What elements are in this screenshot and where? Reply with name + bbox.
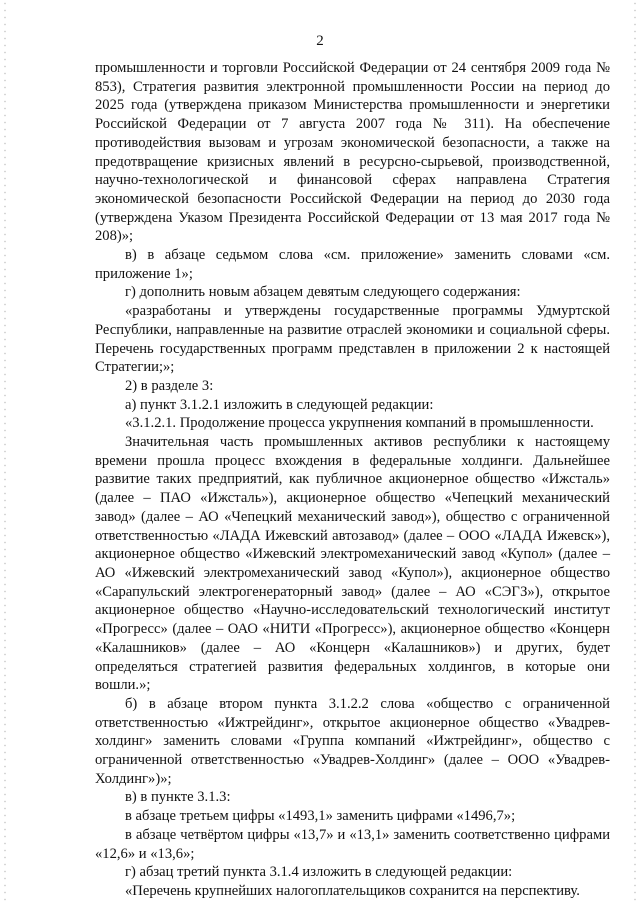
paragraph: в) в абзаце седьмом слова «см. приложение» заменить словами «см. приложение 1»; — [95, 247, 610, 282]
paragraph: «Перечень крупнейших налогоплательщиков сохранится на перспективу. — [125, 882, 580, 899]
paragraph: г) дополнить новым абзацем девятым следующего содержания: — [125, 284, 521, 301]
scan-edge-left — [4, 0, 6, 905]
scan-edge-right — [634, 0, 636, 905]
paragraph: Значительная часть промышленных активов республики к настоящему времени прошла процесс вхождения в федеральные холдинги. Дальнейшее развитие таких предприятий, как публичное акционерное общество «Ижсталь» (далее – ПАО «Ижсталь»), акционерное общество «Чепецкий механический завод» (далее – АО «Чепецкий механический завод»), общество с ограниченной ответственностью «ЛАДА Ижевский автозавод» (далее – ООО «ЛАДА Ижевск»), акционерное общество «Ижевский электромеханический завод «Купол» (далее – АО «Ижевский электромеханический завод «Купол»), акционерное общество «Сарапульский электрогенераторный завод» (далее – АО «СЭГЗ»), открытое акционерное общество «Научно-исследовательский технологический институт «Прогресс» (далее – ОАО «НИТИ «Прогресс»), акционерное общество «Концерн «Калашников» (далее – АО «Концерн «Калашников») и других, будет определяться стратегией развития федеральных холдингов, в которые они вошли.»; — [95, 434, 610, 694]
paragraph: б) в абзаце втором пункта 3.1.2.2 слова «общество с ограниченной ответственностью «Ижтрейдинг», открытое акционерное общество «Увадрев-холдинг» заменить словами «Группа компаний «Ижтрейдинг», общество с ограниченной ответственностью «Увадрев-Холдинг» (далее – ООО «Увадрев-Холдинг»)»; — [95, 695, 610, 787]
paragraph: г) абзац третий пункта 3.1.4 изложить в следующей редакции: — [125, 864, 513, 881]
paragraph: «разработаны и утверждены государственные программы Удмуртской Республики, направленные на развитие отраслей экономики и социальной сферы. Перечень государственных программ представлен в приложении 2 к настоящей Стратегии;»; — [95, 303, 610, 376]
page-number: 2 — [316, 33, 324, 49]
paragraph: «3.1.2.1. Продолжение процесса укрупнения компаний в промышленности. — [125, 415, 594, 432]
paragraph: в) в пункте 3.1.3: — [125, 789, 231, 806]
document-body — [95, 59, 610, 901]
paragraph: в абзаце четвёртом цифры «13,7» и «13,1» заменить соответственно цифрами «12,6» и «13,6»; — [95, 826, 610, 862]
paragraph: промышленности и торговли Российской Федерации от 24 сентября 2009 года № 853), Стратегия развития электронной промышленности России на период до 2025 года (утверждена приказом Министерства промышленности и энергетики Российской Федерации от 7 августа 2007 года № 311). На обеспечение противодействия вызовам и угрозам экономической безопасности, а также на предотвращение кризисных явлений в ресурсно-сырьевой, производственной, научно-технологической и финансовой сферах направлена Стратегия экономической безопасности Российской Федерации на период до 2030 года (утверждена Указом Президента Российской Федерации от 13 мая 2017 года № 208)»; — [95, 60, 610, 245]
paragraph: 2) в разделе 3: — [125, 377, 214, 394]
paragraph: в абзаце третьем цифры «1493,1» заменить цифрами «1496,7»; — [125, 808, 516, 825]
paragraph: а) пункт 3.1.2.1 изложить в следующей редакции: — [125, 396, 434, 413]
